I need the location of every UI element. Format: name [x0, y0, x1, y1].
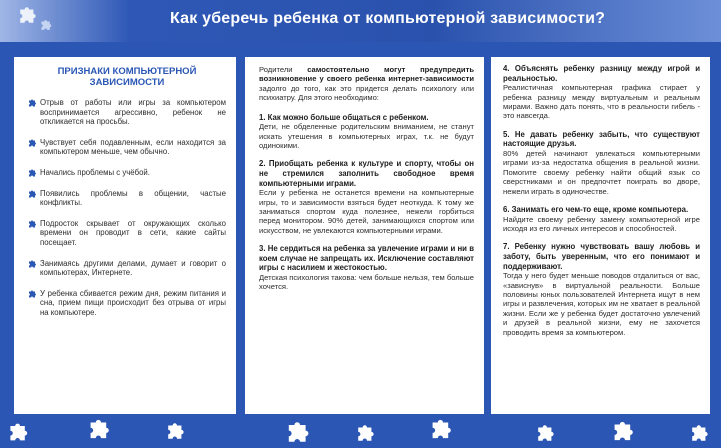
- advice-text: Дети, не обделенные родительским вниманием, не станут искать утешения в компьютерных играх, т.к. не будут одинокими.: [259, 122, 474, 151]
- advice-heading: 4. Объяснять ребенку разницу между игрой и реальностью.: [503, 64, 700, 83]
- sign-text: Начались проблемы с учёбой.: [40, 167, 150, 177]
- signs-panel: [14, 57, 236, 414]
- puzzle-piece-icon: [18, 4, 40, 26]
- sign-text: Подросток скрывает от окружающих сколько времени он проводит в сети, какие сайты посещает.: [40, 218, 226, 247]
- advice-heading: 7. Ребенку нужно чувствовать вашу любовь и заботу, быть уверенным, что его понимают и поддерживают.: [503, 242, 700, 271]
- sign-item: [28, 289, 226, 318]
- advice-item: [259, 244, 474, 292]
- puzzle-piece-icon: [28, 98, 38, 108]
- header-banner: [0, 0, 721, 42]
- sign-item: [28, 138, 226, 157]
- page-title: Как уберечь ребенка от компьютерной зависимости?: [170, 10, 606, 27]
- puzzle-piece-icon: [536, 422, 558, 444]
- advice-item: [503, 205, 700, 233]
- sign-text: Появились проблемы в общении, частые конфликты.: [40, 188, 226, 208]
- sign-text: У ребенка сбивается режим дня, режим питания и сна, прием пищи происходит без отрыва от игры на компьютере.: [40, 288, 226, 317]
- signs-list: [28, 98, 226, 318]
- intro-text-a: Родители: [259, 65, 308, 74]
- advice-text: 80% детей начинают увлекаться компьютерными играми из-за недостатка общения в реальной жизни. Помогите своему ребенку найти общий язык со сверстниками и он предпочтет поиграть во дворе, нежели играть в одиночестве.: [503, 149, 700, 196]
- advice-item: [503, 130, 700, 196]
- puzzle-piece-icon: [690, 422, 712, 444]
- puzzle-piece-icon: [166, 420, 188, 442]
- sign-item: [28, 259, 226, 278]
- sign-item: [28, 168, 226, 178]
- sign-item: [28, 189, 226, 208]
- advice-heading: 2. Приобщать ребенка к культуре и спорту, чтобы он не стремился заполнить свободное время компьютерными играми.: [259, 159, 474, 188]
- puzzle-piece-icon: [8, 420, 32, 444]
- advice-heading: 5. Не давать ребенку забыть, что существуют настоящие друзья.: [503, 129, 700, 149]
- advice-heading: 6. Занимать его чем-то еще, кроме компьютера.: [503, 205, 689, 215]
- advice-item: [503, 242, 700, 337]
- puzzle-piece-icon: [286, 418, 314, 446]
- advice-item: [503, 64, 700, 121]
- advice-item: [259, 159, 474, 235]
- puzzle-piece-icon: [28, 289, 38, 299]
- puzzle-piece-icon: [28, 259, 38, 269]
- puzzle-piece-icon: [28, 168, 38, 178]
- sign-text: Чувствует себя подавленным, если находится за компьютером меньше, чем обычно.: [40, 137, 226, 157]
- puzzle-piece-icon: [612, 418, 638, 444]
- intro-text-b: самостоятельно могут предупредить возникновение у своего ребенка интернет-зависимости: [259, 65, 474, 84]
- sign-item: [28, 98, 226, 127]
- advice-text: Если у ребенка не останется времени на компьютерные игры, то и зависимости взяться будет неоткуда. К тому же заниматься спортом куда полезнее, нежели горбиться перед монитором. 90% детей, занимающихся спортом или искусством, не увлекаются компьютерными играми.: [259, 188, 474, 235]
- sign-text: Занимаясь другими делами, думает и говорит о компьютерах, Интернете.: [40, 258, 226, 278]
- puzzle-piece-icon: [88, 416, 114, 442]
- sign-text: Отрыв от работы или игры за компьютером воспринимается агрессивно, ребенок не откликается на просьбы.: [40, 98, 226, 127]
- puzzle-piece-icon: [28, 219, 38, 229]
- advice-text: Реалистичная компьютерная графика стирает у ребенка разницу между виртуальным и реальным мирами. Важно дать понять, что в реальности гибель - это навсегда.: [503, 83, 700, 121]
- puzzle-piece-icon: [40, 18, 54, 32]
- sign-item: [28, 219, 226, 248]
- intro-text-c: задолго до того, как это придется делать психологу или психиатру. Для этого необходимо:: [259, 83, 474, 103]
- advice-list-1: [259, 113, 474, 292]
- advice-heading: 3. Не сердиться на ребенка за увлечение играми и ни в коем случае не запрещать их. Исключение составляют игры с насилием и жестокостью.: [259, 244, 474, 273]
- advice-panel-2: [491, 57, 710, 414]
- intro-paragraph: [259, 65, 474, 103]
- advice-text: Найдите своему ребенку замену компьютерной игре исходя из его личных интересов и способностей.: [503, 214, 700, 234]
- signs-heading: ПРИЗНАКИ КОМПЬЮТЕРНОЙ ЗАВИСИМОСТИ: [57, 66, 197, 88]
- puzzle-piece-icon: [356, 422, 378, 444]
- puzzle-piece-icon: [430, 416, 456, 442]
- advice-item: [259, 113, 474, 151]
- advice-text: Детская психология такова: чем больше нельзя, тем больше хочется.: [259, 273, 474, 292]
- puzzle-piece-icon: [28, 189, 38, 199]
- puzzle-piece-icon: [28, 138, 38, 148]
- advice-panel-1: [245, 57, 484, 414]
- advice-text: Тогда у него будет меньше поводов отдалиться от вас, «зависнув» в виртуальной реальности. Больше половины юных пользователей Интернета ищут в нем игры и развлечения, которых им не хватает в реальной жизни. Если же у ребенка будет достаточно увлечений и друзей в реальной жизни, ему не захочется проводить время за компьютером.: [503, 271, 700, 337]
- advice-heading: 1. Как можно больше общаться с ребенком.: [259, 112, 429, 122]
